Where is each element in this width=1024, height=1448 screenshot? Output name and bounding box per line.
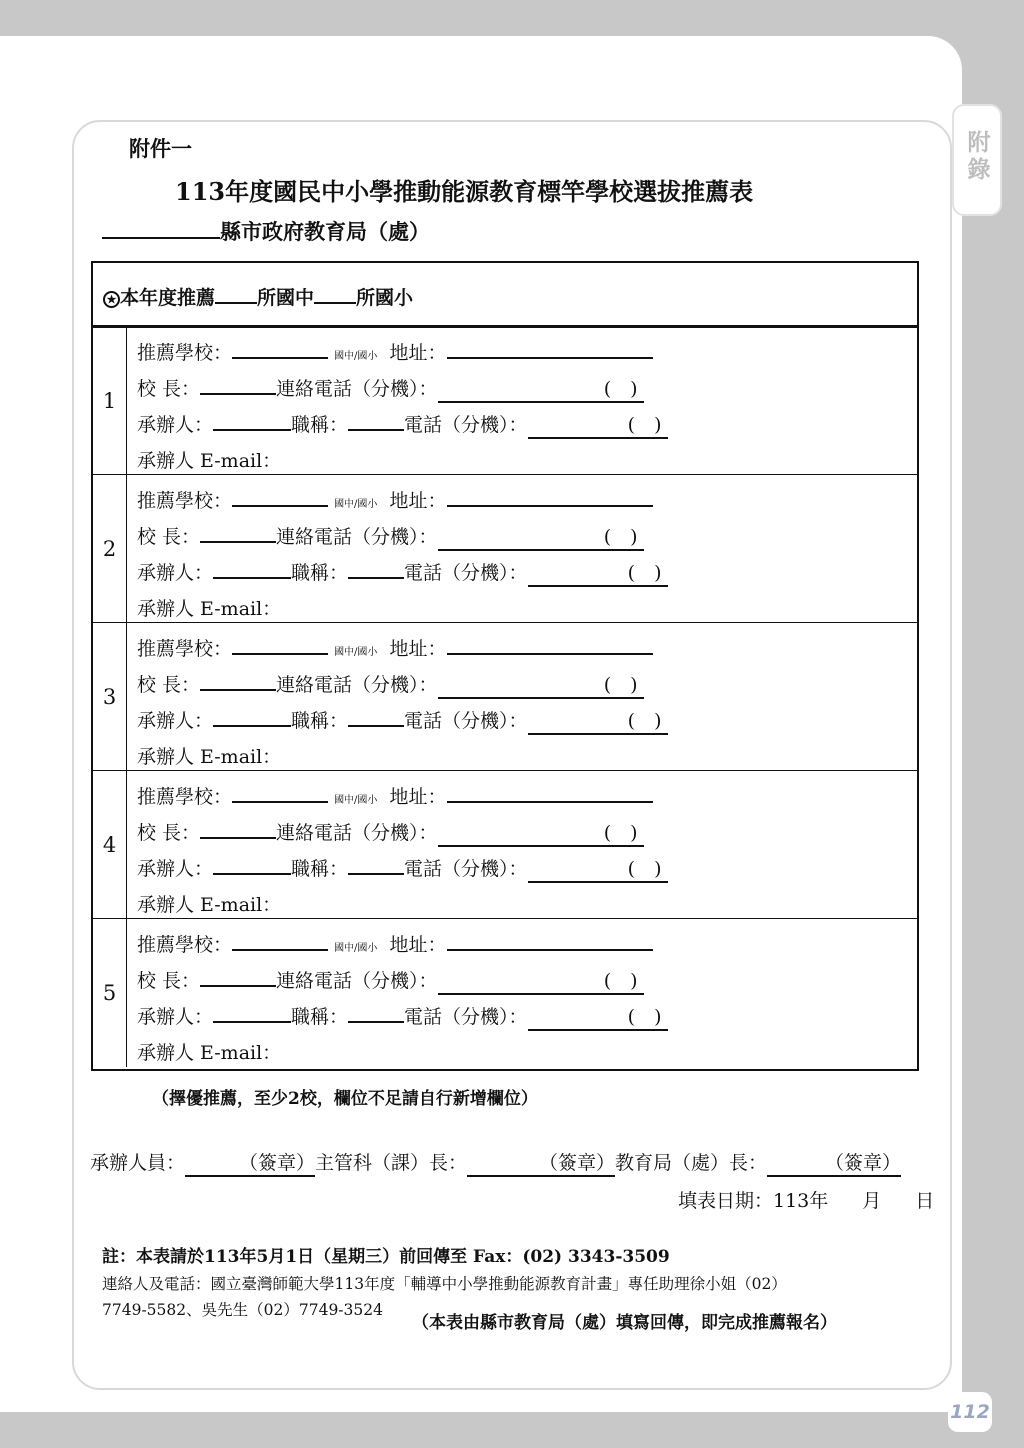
phone-label: 電話（分機）： (404, 710, 528, 732)
table-row (93, 475, 917, 623)
phone-label: 電話（分機）： (404, 414, 528, 436)
principal-blank[interactable] (200, 836, 276, 839)
principal-label: 校 長： (137, 674, 201, 696)
phone-label: 電話（分機）： (404, 1006, 528, 1028)
school-line (137, 486, 653, 513)
job-title-blank[interactable] (348, 724, 404, 727)
school-name-blank[interactable] (232, 800, 328, 803)
school-label: 推薦學校： (137, 934, 233, 956)
principal-line (137, 966, 644, 995)
subtitle-text: 縣市政府教育局（處） (220, 219, 430, 244)
extension-paren: ( ) (627, 414, 662, 436)
handler-line (137, 854, 668, 883)
recommend-note: （擇優推薦，至少2校，欄位不足請自行新增欄位） (152, 1089, 538, 1109)
contact-phone-label: 連絡電話（分機）： (276, 674, 438, 696)
phone-label: 電話（分機）： (404, 562, 528, 584)
row-number: 4 (93, 771, 127, 918)
principal-label: 校 長： (137, 526, 201, 548)
principal-line (137, 818, 644, 847)
attachment-label: 附件一 (129, 136, 192, 161)
school-name-blank[interactable] (232, 652, 328, 655)
job-title-blank[interactable] (348, 428, 404, 431)
job-title-label: 職稱： (291, 1006, 349, 1028)
staff-label: 承辦人員： (90, 1152, 186, 1174)
handler-blank[interactable] (213, 872, 291, 875)
address-label: 地址： (389, 342, 447, 364)
handler-label: 承辦人： (137, 858, 214, 880)
extension-paren: ( ) (603, 526, 638, 548)
handler-blank[interactable] (213, 576, 291, 579)
day-label: 日 (915, 1190, 935, 1212)
school-type-label: 國中/國小 (334, 943, 378, 954)
extension-paren: ( ) (603, 378, 638, 400)
school-line (137, 930, 653, 957)
bureau-head-signature-blank[interactable] (767, 1148, 901, 1177)
phone-blank[interactable] (528, 558, 668, 587)
principal-blank[interactable] (200, 392, 276, 395)
row-number: 2 (93, 475, 127, 622)
recommendation-form (91, 261, 919, 1071)
handler-line (137, 558, 668, 587)
page-number-badge (948, 1392, 992, 1432)
junior-count-blank[interactable] (215, 301, 257, 304)
principal-blank[interactable] (200, 540, 276, 543)
school-name-blank[interactable] (232, 504, 328, 507)
elementary-count-blank[interactable] (314, 301, 356, 304)
extension-paren: ( ) (627, 710, 662, 732)
table-row (93, 919, 917, 1067)
seal-label: （簽章） (825, 1152, 902, 1174)
address-label: 地址： (389, 934, 447, 956)
bureau-head-label: 教育局（處）長： (615, 1152, 768, 1174)
handler-line (137, 706, 668, 735)
row-number: 5 (93, 919, 127, 1067)
handler-blank[interactable] (213, 724, 291, 727)
school-type-label: 國中/國小 (334, 499, 378, 510)
form-header-text (103, 283, 413, 310)
address-label: 地址： (389, 490, 447, 512)
seal-label: （簽章） (239, 1152, 316, 1174)
contact-phone-blank[interactable] (438, 374, 644, 403)
completion-note: （本表由縣市教育局（處）填寫回傳，即完成推薦報名） (412, 1313, 837, 1333)
handler-label: 承辦人： (137, 710, 214, 732)
phone-blank[interactable] (528, 410, 668, 439)
contact-line-2: 7749-5582、吳先生（02）7749-3524 (102, 1301, 383, 1319)
extension-paren: ( ) (603, 822, 638, 844)
side-tab-label: 附錄 (967, 130, 991, 183)
address-blank[interactable] (447, 504, 653, 507)
handler-label: 承辦人： (137, 1006, 214, 1028)
principal-line (137, 670, 644, 699)
contact-phone-blank[interactable] (438, 966, 644, 995)
school-line (137, 338, 653, 365)
contact-phone-blank[interactable] (438, 670, 644, 699)
staff-signature-blank[interactable] (185, 1148, 315, 1177)
handler-line (137, 1002, 668, 1031)
email-label: 承辦人 E-mail： (137, 598, 282, 620)
phone-blank[interactable] (528, 706, 668, 735)
school-type-label: 國中/國小 (334, 795, 378, 806)
subtitle (102, 216, 430, 246)
principal-line (137, 374, 644, 403)
job-title-blank[interactable] (348, 1020, 404, 1023)
phone-label: 電話（分機）： (404, 858, 528, 880)
handler-blank[interactable] (213, 428, 291, 431)
job-title-blank[interactable] (348, 872, 404, 875)
address-blank[interactable] (447, 356, 653, 359)
address-label: 地址： (389, 786, 447, 808)
address-blank[interactable] (447, 800, 653, 803)
extension-paren: ( ) (603, 970, 638, 992)
school-label: 推薦學校： (137, 786, 233, 808)
job-title-blank[interactable] (348, 576, 404, 579)
email-label: 承辦人 E-mail： (137, 1042, 282, 1064)
phone-blank[interactable] (528, 854, 668, 883)
row-number: 3 (93, 623, 127, 770)
email-label: 承辦人 E-mail： (137, 450, 282, 472)
seal-label: （簽章） (539, 1152, 616, 1174)
school-label: 推薦學校： (137, 638, 233, 660)
contact-line-1: 連絡人及電話：國立臺灣師範大學113年度「輔導中小學推動能源教育計畫」專任助理徐小姐（02） (102, 1275, 787, 1293)
school-line (137, 634, 653, 661)
contact-phone-label: 連絡電話（分機）： (276, 822, 438, 844)
county-blank[interactable] (102, 236, 220, 239)
principal-label: 校 長： (137, 378, 201, 400)
table-row (93, 623, 917, 771)
header-prefix: 本年度推薦 (120, 287, 216, 309)
school-name-blank[interactable] (232, 356, 328, 359)
handler-label: 承辦人： (137, 414, 214, 436)
contact-phone-blank[interactable] (438, 522, 644, 551)
contact-phone-label: 連絡電話（分機）： (276, 526, 438, 548)
handler-line (137, 410, 668, 439)
school-type-label: 國中/國小 (334, 351, 378, 362)
handler-label: 承辦人： (137, 562, 214, 584)
school-line (137, 782, 653, 809)
fill-date (678, 1186, 934, 1213)
principal-blank[interactable] (200, 984, 276, 987)
form-header (93, 263, 917, 328)
principal-label: 校 長： (137, 822, 201, 844)
footnote-main: 註：本表請於113年5月1日（星期三）前回傳至 Fax：(02) 3343-3509 (102, 1247, 670, 1267)
job-title-label: 職稱： (291, 710, 349, 732)
extension-paren: ( ) (627, 562, 662, 584)
school-label: 推薦學校： (137, 490, 233, 512)
month-label: 月 (862, 1190, 882, 1212)
handler-blank[interactable] (213, 1020, 291, 1023)
school-name-blank[interactable] (232, 948, 328, 951)
signature-line (90, 1148, 901, 1177)
section-head-signature-blank[interactable] (467, 1148, 615, 1177)
extension-paren: ( ) (627, 858, 662, 880)
page-number: 112 (950, 1401, 990, 1423)
extension-paren: ( ) (627, 1006, 662, 1028)
job-title-label: 職稱： (291, 858, 349, 880)
section-head-label: 主管科（課）長： (315, 1152, 468, 1174)
contact-phone-label: 連絡電話（分機）： (276, 970, 438, 992)
row-number: 1 (93, 327, 127, 474)
table-row (93, 771, 917, 919)
fill-date-label: 填表日期：113年 (678, 1190, 829, 1212)
contact-phone-blank[interactable] (438, 818, 644, 847)
contact-phone-label: 連絡電話（分機）： (276, 378, 438, 400)
principal-label: 校 長： (137, 970, 201, 992)
address-blank[interactable] (447, 652, 653, 655)
extension-paren: ( ) (603, 674, 638, 696)
school-type-label: 國中/國小 (334, 647, 378, 658)
table-row (93, 327, 917, 475)
job-title-label: 職稱： (291, 562, 349, 584)
email-label: 承辦人 E-mail： (137, 894, 282, 916)
job-title-label: 職稱： (291, 414, 349, 436)
phone-blank[interactable] (528, 1002, 668, 1031)
principal-blank[interactable] (200, 688, 276, 691)
form-title: 113年度國民中小學推動能源教育標竿學校選拔推薦表 (175, 177, 754, 206)
school-rows (93, 327, 917, 1067)
address-blank[interactable] (447, 948, 653, 951)
appendix-side-tab[interactable] (952, 104, 1002, 216)
email-label: 承辦人 E-mail： (137, 746, 282, 768)
principal-line (137, 522, 644, 551)
header-mid: 所國中 (257, 287, 315, 309)
school-label: 推薦學校： (137, 342, 233, 364)
header-suffix: 所國小 (356, 287, 414, 309)
star-circle-icon: ★ (103, 291, 120, 308)
address-label: 地址： (389, 638, 447, 660)
